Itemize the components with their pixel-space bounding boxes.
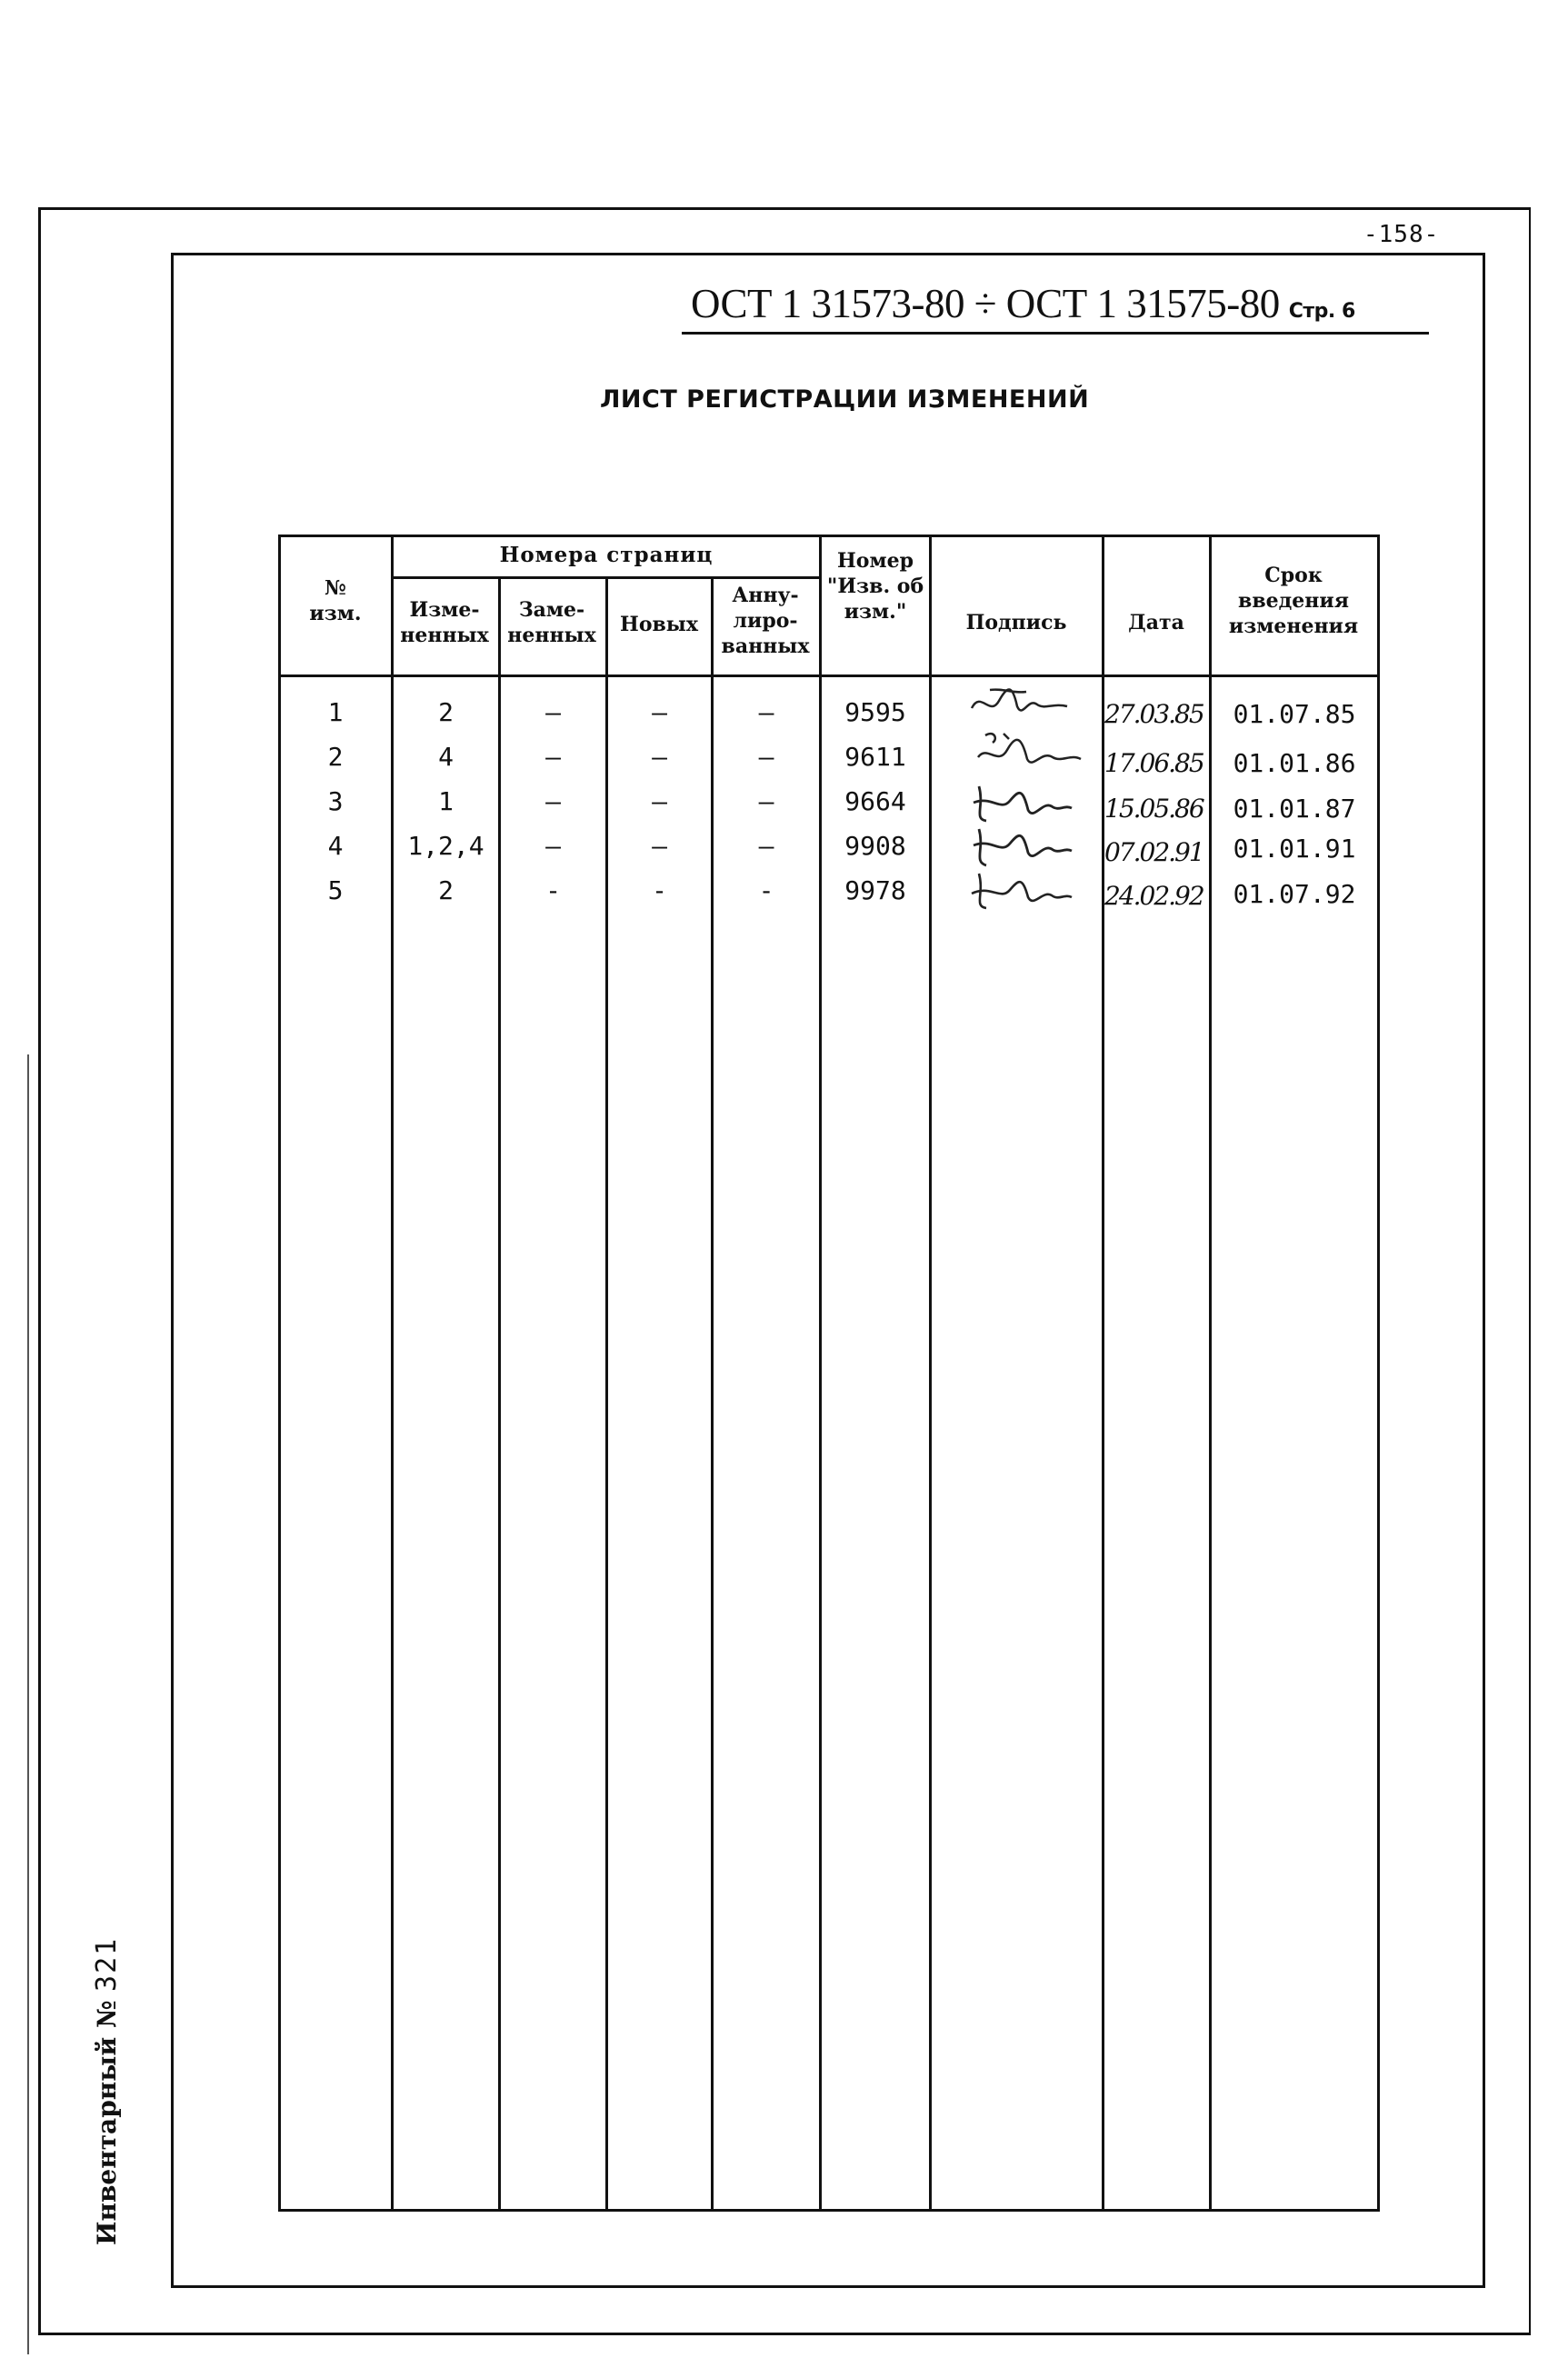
inventory-label: Инвентарный №	[92, 2000, 122, 2245]
cell-notice: 9978	[844, 875, 906, 905]
cell-deadline: 01.07.85	[1233, 699, 1356, 729]
cell-changed: 2	[438, 697, 454, 727]
header-signature: Подпись	[965, 611, 1067, 634]
cell-annulled: –	[758, 742, 774, 772]
cell-replaced: -	[545, 875, 561, 905]
cell-replaced: –	[545, 697, 561, 727]
header-change-no: № изм.	[309, 576, 362, 625]
header-annulled: Анну- лиро- ванных	[721, 584, 810, 658]
col-divider	[1209, 537, 1212, 2212]
cell-replaced: –	[545, 742, 561, 772]
cell-annulled: –	[758, 831, 774, 861]
outer-top-line	[38, 207, 1531, 210]
cell-notice: 9908	[844, 831, 906, 861]
signature-3-icon	[964, 779, 1074, 826]
cell-date-handwritten: 15.05.86	[1104, 794, 1203, 824]
signature-1-icon	[963, 681, 1072, 726]
sheet-title: ЛИСТ РЕГИСТРАЦИИ ИЗМЕНЕНИЙ	[600, 385, 1090, 414]
cell-new: –	[652, 742, 667, 772]
cell-deadline: 01.01.86	[1233, 748, 1356, 778]
inventory-number	[91, 1937, 123, 2245]
col-divider	[605, 578, 608, 2212]
col-divider	[929, 537, 932, 2212]
cell-no: 5	[327, 875, 344, 905]
signature-5-icon	[964, 866, 1074, 914]
cell-new: -	[652, 875, 667, 905]
signature-2-icon	[967, 726, 1085, 781]
header-changed: Изме- ненных	[400, 598, 489, 647]
cell-date-handwritten: 17.06.85	[1104, 748, 1203, 778]
document-code-underline	[682, 332, 1429, 335]
page-number: -158-	[1363, 221, 1440, 248]
document-code-text: ОСТ 1 31573-80 ÷ ОСТ 1 31575-80	[691, 281, 1280, 326]
cell-notice: 9595	[844, 697, 906, 727]
cell-deadline: 01.01.87	[1233, 794, 1356, 824]
pages-group-underline	[391, 576, 821, 579]
header-replaced: Заме- ненных	[507, 598, 596, 647]
cell-annulled: -	[758, 875, 774, 905]
inventory-value: 321	[91, 1936, 123, 1992]
header-notice-no: Номер "Изв. об изм."	[826, 549, 924, 624]
cell-no: 1	[327, 697, 344, 727]
col-divider	[711, 578, 714, 2212]
header-bottom-line	[281, 674, 1377, 677]
header-new: Новых	[620, 613, 698, 636]
cell-annulled: –	[758, 786, 774, 816]
cell-deadline: 01.01.91	[1233, 834, 1356, 864]
cell-new: –	[652, 786, 667, 816]
cell-replaced: –	[545, 831, 561, 861]
cell-changed: 2	[438, 875, 454, 905]
header-pages-group: Номера страниц	[499, 543, 714, 567]
sheet-label: Стр. 6	[1288, 300, 1355, 323]
cell-changed: 1,2,4	[407, 831, 484, 861]
binding-margin-line	[27, 1054, 29, 2354]
header-date: Дата	[1128, 611, 1184, 634]
cell-date-handwritten: 07.02.91	[1104, 837, 1203, 867]
cell-new: –	[652, 831, 667, 861]
document-code	[691, 280, 1355, 327]
col-divider	[1102, 537, 1104, 2212]
cell-no: 3	[327, 786, 344, 816]
cell-new: –	[652, 697, 667, 727]
cell-replaced: –	[545, 786, 561, 816]
signature-4-icon	[964, 824, 1074, 871]
cell-changed: 1	[438, 786, 454, 816]
cell-no: 4	[327, 831, 344, 861]
cell-deadline: 01.07.92	[1233, 879, 1356, 909]
cell-changed: 4	[438, 742, 454, 772]
header-deadline: Срок введения изменения	[1228, 564, 1359, 638]
change-registration-table	[278, 535, 1380, 2212]
cell-no: 2	[327, 742, 344, 772]
cell-notice: 9664	[844, 786, 906, 816]
cell-annulled: –	[758, 697, 774, 727]
col-divider	[498, 578, 501, 2212]
cell-notice: 9611	[844, 742, 906, 772]
cell-date-handwritten: 27.03.85	[1104, 699, 1203, 729]
cell-date-handwritten: 24.02.92	[1104, 881, 1203, 911]
